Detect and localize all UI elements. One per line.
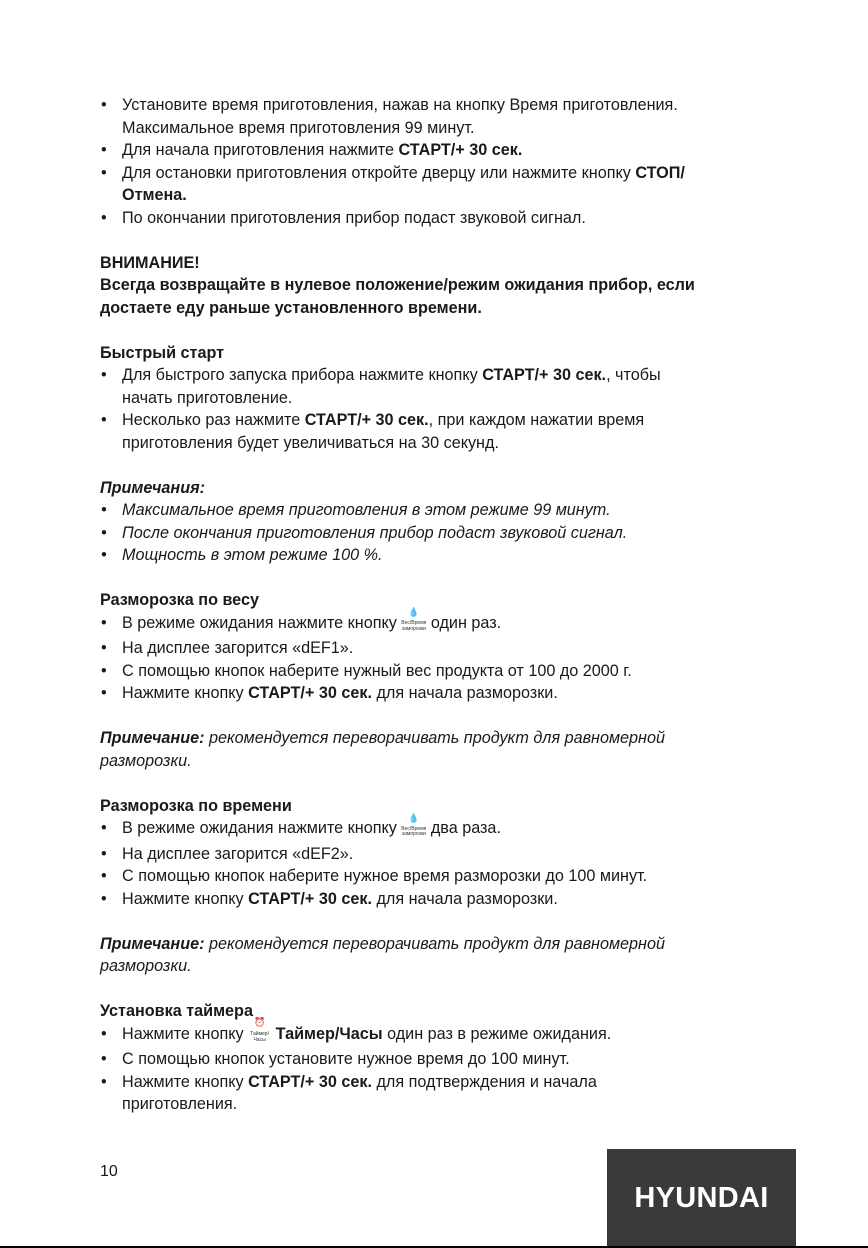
list-item: • Максимальное время приготовления в этом режиме 99 минут. — [100, 499, 790, 522]
list-item: • С помощью кнопок наберите нужное время разморозки до 100 минут. — [100, 865, 790, 888]
warning-title: ВНИМАНИЕ! — [100, 253, 200, 272]
list-item: • Для быстрого запуска прибора нажмите кнопку СТАРТ/+ 30 сек., чтобы начать приготовление. — [100, 364, 790, 409]
list-item: • В режиме ожидания нажмите кнопку 💧 Вес/Время заморозки один раз. — [100, 612, 790, 638]
list-item: • Нажмите кнопку ⏰ Таймер/ Часы Таймер/Часы один раз в режиме ожидания. — [100, 1023, 790, 1049]
list-item: • Нажмите кнопку СТАРТ/+ 30 сек. для начала разморозки. — [100, 888, 790, 911]
quick-start-list — [100, 364, 790, 454]
warning-text: Всегда возвращайте в нулевое положение/режим ожидания прибор, если достаете еду раньше установленного времени. — [100, 276, 695, 317]
list-item: • Нажмите кнопку СТАРТ/+ 30 сек. для начала разморозки. — [100, 682, 790, 705]
page-number: 10 — [100, 1163, 118, 1180]
list-item: • Для остановки приготовления откройте дверцу или нажмите кнопку СТОП/ Отмена. — [100, 162, 790, 207]
list-item: • После окончания приготовления прибор подаст звуковой сигнал. — [100, 522, 790, 545]
alarm-clock-icon: ⏰ Таймер/ Часы — [250, 1017, 269, 1043]
list-item: • Установите время приготовления, нажав на кнопку Время приготовления. Максимальное время приготовления 99 минут. — [100, 94, 790, 139]
quick-start-title: Быстрый старт — [100, 343, 225, 362]
brand-logo — [607, 1149, 796, 1248]
list-item: • Несколько раз нажмите СТАРТ/+ 30 сек., при каждом нажатии время приготовления будет увеличиваться на 30 секунд. — [100, 409, 790, 454]
stop-button-label: СТОП/ — [635, 163, 685, 182]
defrost-weight-list — [100, 607, 790, 705]
list-item: • Для начала приготовления нажмите СТАРТ/+ 30 сек. — [100, 139, 790, 162]
warning-block — [100, 252, 790, 320]
defrost-time-title: Разморозка по времени — [100, 796, 292, 815]
defrost-time-list — [100, 812, 790, 910]
start-button-label: СТАРТ/+ 30 сек. — [398, 141, 523, 159]
list-item: • Мощность в этом режиме 100 %. — [100, 544, 790, 567]
defrost-time-note: Примечание: рекомендуется переворачивать продукт для равномерной разморозки. — [100, 934, 665, 975]
timer-list — [100, 1017, 790, 1116]
defrost-drop-icon: 💧 Вес/Время заморозки — [401, 812, 427, 837]
defrost-weight-note: Примечание: рекомендуется переворачивать продукт для равномерной разморозки. — [100, 729, 665, 770]
timer-title: Установка таймера — [100, 1002, 253, 1020]
manual-page-content — [100, 94, 790, 1116]
list-item: • На дисплее загорится «dEF1». — [100, 637, 790, 660]
list-item: • В режиме ожидания нажмите кнопку 💧 Вес/Время заморозки два раза. — [100, 817, 790, 843]
defrost-weight-title: Разморозка по весу — [100, 591, 259, 609]
cooking-steps-list — [100, 94, 790, 229]
defrost-drop-icon: 💧 Вес/Время заморозки — [401, 607, 427, 632]
notes-title: Примечания: — [100, 478, 206, 497]
list-item: • С помощью кнопок наберите нужный вес продукта от 100 до 2000 г. — [100, 660, 790, 683]
list-item: • По окончании приготовления прибор подаст звуковой сигнал. — [100, 207, 790, 230]
notes-list — [100, 499, 790, 567]
brand-logo-text: HYUNDAI — [634, 1182, 769, 1214]
list-item: • Нажмите кнопку СТАРТ/+ 30 сек. для подтверждения и начала приготовления. — [100, 1071, 790, 1116]
list-item: • С помощью кнопок установите нужное время до 100 минут. — [100, 1048, 790, 1071]
list-item: • На дисплее загорится «dEF2». — [100, 843, 790, 866]
